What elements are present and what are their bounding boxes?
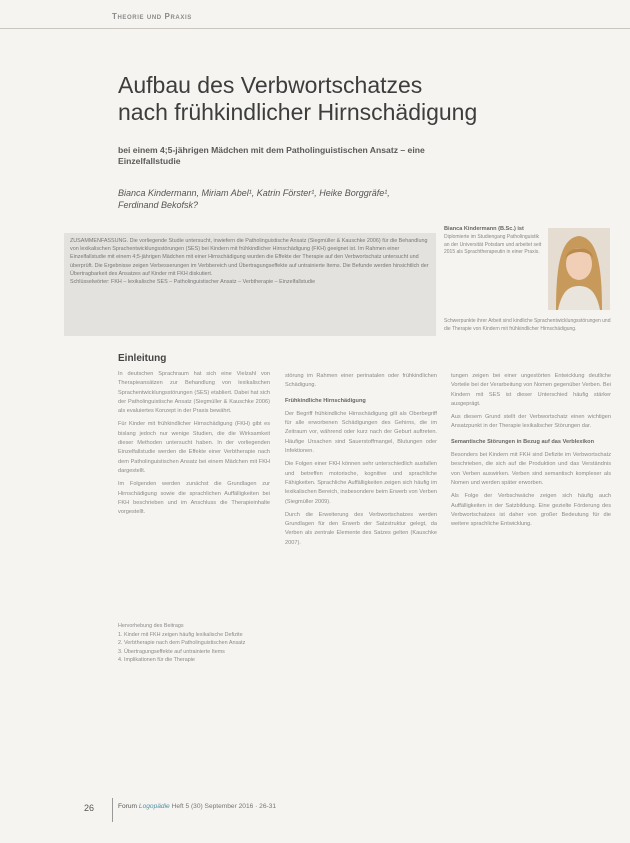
heading-einleitung: Einleitung — [118, 353, 167, 364]
footer-issue: Heft 5 (30) September 2016 · 26-31 — [171, 803, 277, 810]
header-rule — [0, 28, 630, 29]
abstract-keywords: Schlüsselwörter: FKH – lexikalische SES – Patholinguistischer Ansatz – Verbtherapie – Einzelfallstudie — [70, 279, 316, 286]
subheading: Frühkindliche Hirnschädigung — [285, 397, 366, 404]
bio-short: Diplomierte im Studiengang Patholinguistik an der Universität Potsdam und arbeitet seit 2015 als Sprachtherapeutin in einer Praxis. — [444, 234, 542, 256]
article-subtitle: bei einem 4;5-jährigen Mädchen mit dem Patholinguistischen Ansatz – eine Einzelfallstudie — [118, 145, 425, 166]
box-item: 4. Implikationen für die Therapie — [118, 657, 195, 664]
abstract-text: ZUSAMMENFASSUNG. Die vorliegende Studie untersucht, inwiefern die Patholinguistische Ansatz (Siegmüller & Kauschke 2006) für die Behandlung von lexikalischen Sprachentwicklungsstörungen (SES) bei Kindern mit frühkindlicher Hirnschädigung (FKH) geeignet ist. Im Rahmen einer Einzelfallstudie mit einem 4;5-jährigen Mädchen mit einer Hirnschädigung wurden die Effekte der Therapie auf den Verbwortschatz untersucht und überprüft. Die Ergebnisse zeigen Verbesserungen im Verbbereich und Übertragungseffekte auf untrainierte Items. Die Befunde werden hinsichtlich der Übertragbarkeit des Ansatzes auf Kinder mit FKH diskutiert. — [70, 238, 429, 277]
page-number: 26 — [84, 803, 95, 813]
paragraph: störung im Rahmen einer perinatalen oder frühkindlichen Schädigung. — [285, 373, 437, 389]
footer-brand-logo: Logopädie — [138, 803, 170, 810]
paragraph: In deutschen Sprachraum hat sich eine Vielzahl von Therapieansätzen zur Behandlung von lexikalischen Sprachentwicklungsstörungen (SES) etabliert. Dabei hat sich der Patholinguistische Ansatz (Siegmüller & Kauschke 2006) als evaluiertes Konzept in der Praxis bewährt. — [118, 371, 270, 415]
footer — [118, 803, 276, 810]
box-heading: Hervorhebung des Beitrags — [118, 623, 184, 629]
highlight-box — [118, 622, 270, 665]
bio-full: Schwerpunkte ihrer Arbeit sind kindliche Sprachentwicklungsstörungen und die Therapie von Kindern mit frühkindlicher Hirnschädigung. — [444, 318, 611, 332]
author-photo — [548, 228, 610, 310]
section-tag: Theorie und Praxis — [112, 12, 192, 21]
paragraph: Aus diesem Grund stellt der Verbwortschatz einen wichtigen Ansatzpunkt in der Therapie lexikalischer Störungen dar. — [451, 414, 611, 430]
title-line-1: Aufbau des Verbwortschatzes — [118, 72, 423, 98]
subheading: Semantische Störungen in Bezug auf das Verblexikon — [451, 438, 594, 445]
article-title — [118, 72, 538, 126]
paragraph: Im Folgenden werden zunächst die Grundlagen zur Hirnschädigung sowie die sprachlichen Auffälligkeiten bei FKH beschrieben und im Anschluss die Therapieinhalte vorgestellt. — [118, 481, 270, 516]
paragraph: Der Begriff frühkindliche Hirnschädigung gilt als Oberbegriff für alle erworbenen Schädigungen des Gehirns, die im Zeitraum vor, während oder kurz nach der Geburt auftreten. Häufige Ursachen sind Sauerstoffmangel, Blutungen oder Infektionen. — [285, 410, 437, 455]
title-line-2: nach frühkindlicher Hirnschädigung — [118, 99, 478, 125]
paragraph: Besonders bei Kindern mit FKH sind Defizite im Verbwortschatz beschrieben, die sich auf die Produktion und das Verständnis von Verben auswirken. Verben sind semantisch komplexer als Nomen und werden später erworben. — [451, 452, 611, 486]
box-item: 3. Übertragungseffekte auf untrainierte Items — [118, 648, 225, 655]
abstract-box — [64, 233, 436, 336]
paragraph: Für Kinder mit frühkindlicher Hirnschädigung (FKH) gibt es bislang jedoch nur wenige Studien, die die Wirksamkeit dieser Methoden untersucht haben. In der vorliegenden Einzelfallstudie werden die Effekte einer Verbtherapie nach dem Patholinguistischen Ansatz bei einem Mädchen mit FKH dargestellt. — [118, 421, 270, 474]
column-1 — [118, 370, 270, 521]
column-3 — [451, 372, 611, 533]
box-item: 1. Kinder mit FKH zeigen häufig lexikalische Defizite — [118, 631, 243, 638]
footer-rule — [112, 798, 113, 822]
footer-brand: Forum — [118, 803, 138, 810]
paragraph: Durch die Erweiterung des Verbwortschatzes werden Grundlagen für den Erwerb der Satzstruktur gelegt, da Verben als zentrale Elemente des Satzes gelten (Kauschke 2007). — [285, 511, 437, 546]
authors: Bianca Kindermann, Miriam Abel¹, Katrin Förster¹, Heike Borggräfe¹, Ferdinand Bekofsk? — [118, 188, 390, 210]
paragraph: Als Folge der Verbschwäche zeigen sich häufig auch Auffälligkeiten in der Satzbildung. Eine gezielte Förderung des Verbwortschatzes ist daher von großer Bedeutung für die weitere sprachliche Entwicklung. — [451, 493, 611, 528]
bio-name: Bianca Kindermann (B.Sc.) ist — [444, 226, 524, 232]
paragraph: tungen zeigen bei einer ungestörten Entwicklung deutliche Vorteile bei der Verarbeitung von Nomen gegenüber Verben. Bei Kindern mit SES ist dieser Unterschied häufig stärker ausgeprägt. — [451, 373, 611, 407]
box-item: 2. Verbtherapie nach dem Patholinguistischen Ansatz — [118, 640, 246, 647]
portrait-image — [548, 228, 610, 310]
column-2 — [285, 372, 437, 552]
paragraph: Die Folgen einer FKH können sehr unterschiedlich ausfallen und betreffen motorische, kognitive und sprachliche Fähigkeiten. Sprachliche Auffälligkeiten zeigen sich häufig im lexikalischen Bereich, insbesondere beim Erwerb von Verben (Siegmüller 2009). — [285, 461, 437, 505]
